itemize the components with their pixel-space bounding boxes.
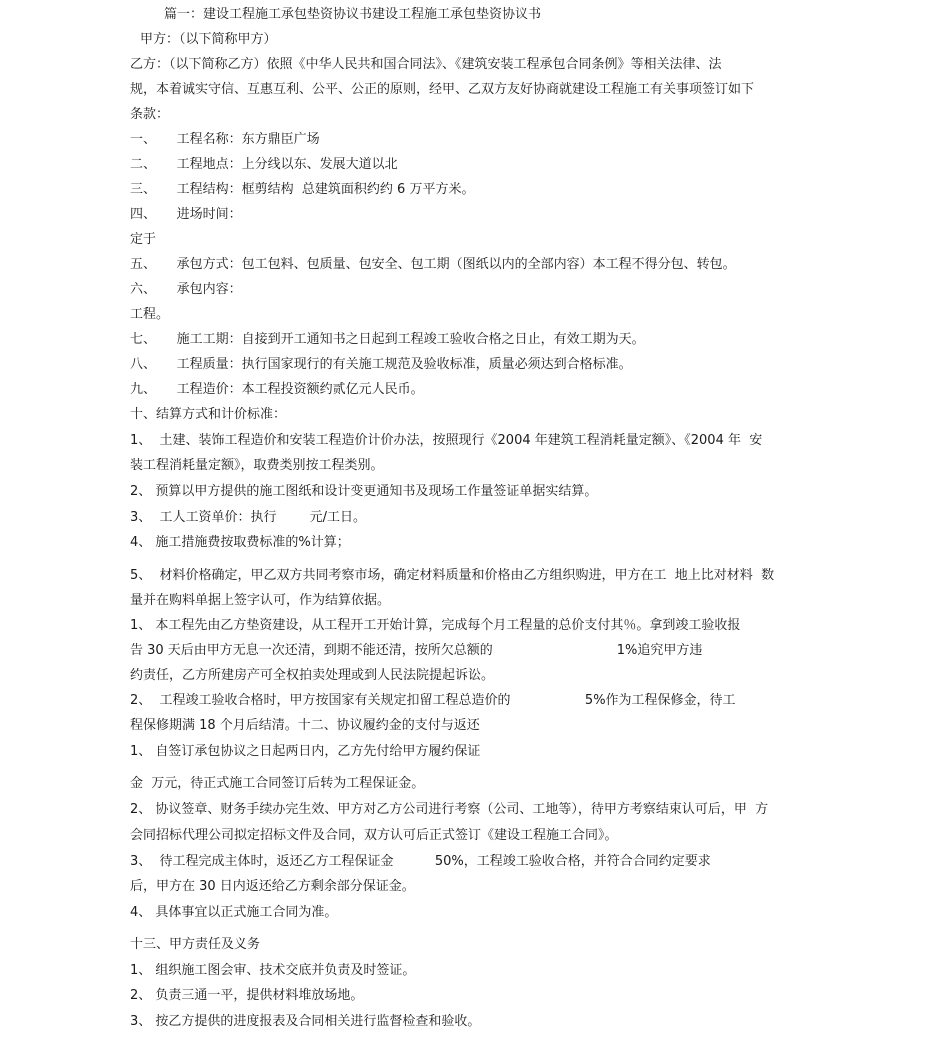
document-line: 2、 预算以甲方提供的施工图纸和设计变更通知书及现场工作量签证单据实结算。 [130,484,598,499]
party-a-line: 甲方：（以下简称甲方） [140,32,277,47]
document-line: 乙方：（以下简称乙方）依照《中华人民共和国合同法》、《建筑安装工程承包合同条例》等相关法律、法 [130,57,722,72]
document-line: 3、 按乙方提供的进度报表及合同相关进行监督检查和验收。 [130,1014,481,1029]
document-line: 金 万元，待正式施工合同签订后转为工程保证金。 [130,776,425,791]
document-line: 3、 待工程完成主体时，返还乙方工程保证金 50%，工程竣工验收合格，并符合合同约定要求 [130,854,711,869]
document-line: 会同招标代理公司拟定招标文件及合同，双方认可后正式签订《建设工程施工合同》。 [130,828,618,843]
document-line: 约责任，乙方所建房产可全权拍卖处理或到人民法院提起诉讼。 [130,668,495,683]
document-line: 后，甲方在 30 日内返还给乙方剩余部分保证金。 [130,879,415,894]
document-line: 1、 本工程先由乙方垫资建设，从工程开工开始计算，完成每个月工程量的总价支付其％。拿到竣工验收报 [130,618,741,633]
document-line: 1、 组织施工图会审、技术交底并负责及时签证。 [130,963,416,978]
document-line: 三、 工程结构：框剪结构 总建筑面积约约 6 万平方米。 [130,182,475,197]
document-line: 四、 进场时间： [130,207,242,222]
document-line: 七、 施工工期：自接到开工通知书之日起到工程竣工验收合格之日止，有效工期为天。 [130,332,645,347]
document-line: 一、 工程名称：东方鼎臣广场 [130,132,320,147]
document-line: 规，本着诚实守信、互惠互利、公平、公正的原则，经甲、乙双方友好协商就建设工程施工有关事项签订如下 [130,82,755,97]
document-line: 工程。 [130,307,170,322]
document-line: 装工程消耗量定额》，取费类别按工程类别。 [130,458,384,473]
document-line: 1、 自签订承包协议之日起两日内，乙方先付给甲方履约保证 [130,744,481,759]
document-line: 4、 具体事宜以正式施工合同为准。 [130,905,338,920]
document-line: 2、 工程竣工验收合格时，甲方按国家有关规定扣留工程总造价的 5%作为工程保修金，待工 [130,693,736,708]
document-line: 二、 工程地点：上分线以东、发展大道以北 [130,157,398,172]
document-line: 条款： [130,107,170,122]
document-line: 3、 工人工资单价：执行 元/工日。 [130,510,366,525]
document-line: 1、 土建、装饰工程造价和安装工程造价计价办法，按照现行《2004 年建筑工程消耗量定额》、《2004 年 安 [130,433,763,448]
document-line: 4、 施工措施费按取费标准的%计算； [130,535,350,550]
document-line: 5、 材料价格确定，甲乙双方共同考察市场，确定材料质量和价格由乙方组织购进，甲方在工 地上比对材料 数 [130,568,775,583]
document-line: 九、 工程造价：本工程投资额约贰亿元人民币。 [130,382,424,397]
document-line: 告 30 天后由甲方无息一次还清，到期不能还清，按所欠总额的 1%追究甲方违 [130,643,703,658]
document-line: 2、 协议签章、财务手续办完生效、甲方对乙方公司进行考察（公司、工地等），待甲方考察结束认可后，甲 方 [130,802,769,817]
document-line: 2、 负责三通一平，提供材料堆放场地。 [130,988,364,1003]
document-line: 十、结算方式和计价标准： [130,407,287,422]
document-line: 十三、甲方责任及义务 [130,937,261,952]
document-line: 量并在购料单据上签字认可，作为结算依据。 [130,593,391,608]
document-line: 六、 承包内容： [130,282,242,297]
document-line: 八、 工程质量：执行国家现行的有关施工规范及验收标准，质量必须达到合格标准。 [130,357,632,372]
document-line: 定于 [130,232,157,247]
document-title: 篇一：建设工程施工承包垫资协议书建设工程施工承包垫资协议书 [164,7,542,22]
document-line: 五、 承包方式：包工包料、包质量、包安全、包工期（图纸以内的全部内容）本工程不得分包、转包。 [130,257,736,272]
document-line: 程保修期满 18 个月后结清。十二、协议履约金的支付与返还 [130,718,480,733]
